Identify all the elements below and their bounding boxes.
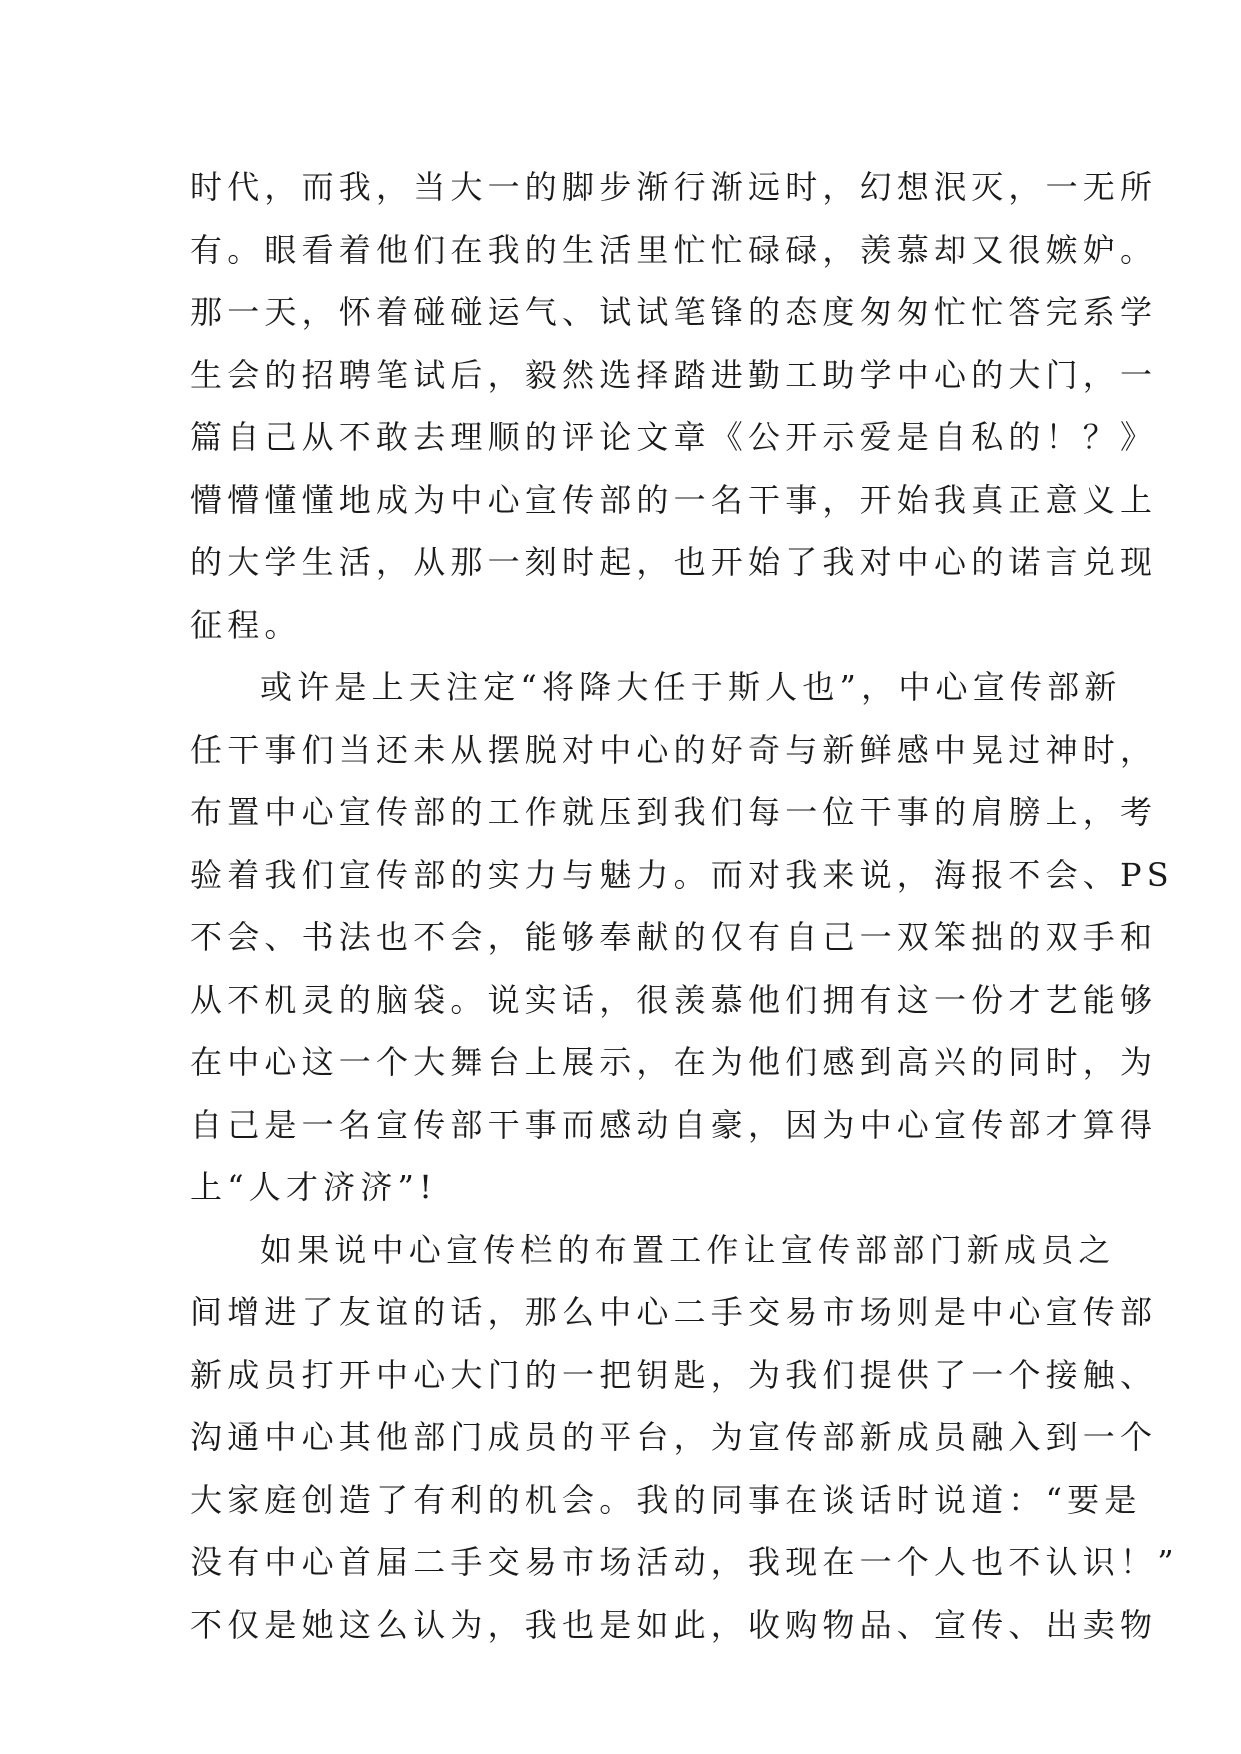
text-line: 验着我们宣传部的实力与魅力。而对我来说，海报不会、PS [190, 855, 1174, 894]
text-line: 不会、书法也不会，能够奉献的仅有自己一双笨拙的双手和 [190, 918, 1158, 956]
text-line-indented: 如果说中心宣传栏的布置工作让宣传部部门新成员之 [260, 1230, 1116, 1269]
text-line: 懵懵懂懂地成为中心宣传部的一名干事，开始我真正意义上 [190, 480, 1158, 519]
text-line: 沟通中心其他部门成员的平台，为宣传部新成员融入到一个 [190, 1418, 1158, 1456]
text-line: 在中心这一个大舞台上展示，在为他们感到高兴的同时，为 [190, 1043, 1158, 1081]
text-line: 篇自己从不敢去理顺的评论文章《公开示爱是自私的！？》 [190, 418, 1158, 456]
text-line: 自己是一名宣传部干事而感动自豪，因为中心宣传部才算得 [190, 1105, 1158, 1144]
text-line: 从不机灵的脑袋。说实话，很羡慕他们拥有这一份才艺能够 [190, 980, 1158, 1019]
text-line: 征程。 [190, 605, 302, 644]
text-line: 任干事们当还未从摆脱对中心的好奇与新鲜感中晃过神时， [190, 730, 1158, 769]
text-line: 时代，而我，当大一的脚步渐行渐远时，幻想泯灭，一无所 [190, 168, 1158, 206]
text-line-indented: 或许是上天注定“将降大任于斯人也”，中心宣传部新 [260, 668, 1122, 706]
text-line: 没有中心首届二手交易市场活动，我现在一个人也不认识！” [190, 1543, 1179, 1581]
paragraph-2 [190, 656, 1174, 1219]
text-line: 那一天，怀着碰碰运气、试试笔锋的态度匆匆忙忙答完系学 [190, 293, 1158, 331]
text-line: 大家庭创造了有利的机会。我的同事在谈话时说道：“要是 [190, 1480, 1142, 1519]
text-line: 新成员打开中心大门的一把钥匙，为我们提供了一个接触、 [190, 1355, 1158, 1394]
document-body [190, 156, 1179, 1656]
text-line: 间增进了友谊的话，那么中心二手交易市场则是中心宣传部 [190, 1293, 1158, 1331]
paragraph-1 [190, 156, 1158, 656]
text-line: 生会的招聘笔试后，毅然选择踏进勤工助学中心的大门，一 [190, 355, 1158, 394]
paragraph-3 [190, 1219, 1179, 1657]
text-line: 有。眼看着他们在我的生活里忙忙碌碌，羡慕却又很嫉妒。 [190, 230, 1158, 269]
text-line: 的大学生活，从那一刻时起，也开始了我对中心的诺言兑现 [190, 543, 1158, 581]
text-line: 不仅是她这么认为，我也是如此，收购物品、宣传、出卖物 [190, 1605, 1158, 1644]
text-line: 布置中心宣传部的工作就压到我们每一位干事的肩膀上，考 [190, 793, 1158, 831]
text-line: 上“人才济济”! [190, 1168, 438, 1206]
